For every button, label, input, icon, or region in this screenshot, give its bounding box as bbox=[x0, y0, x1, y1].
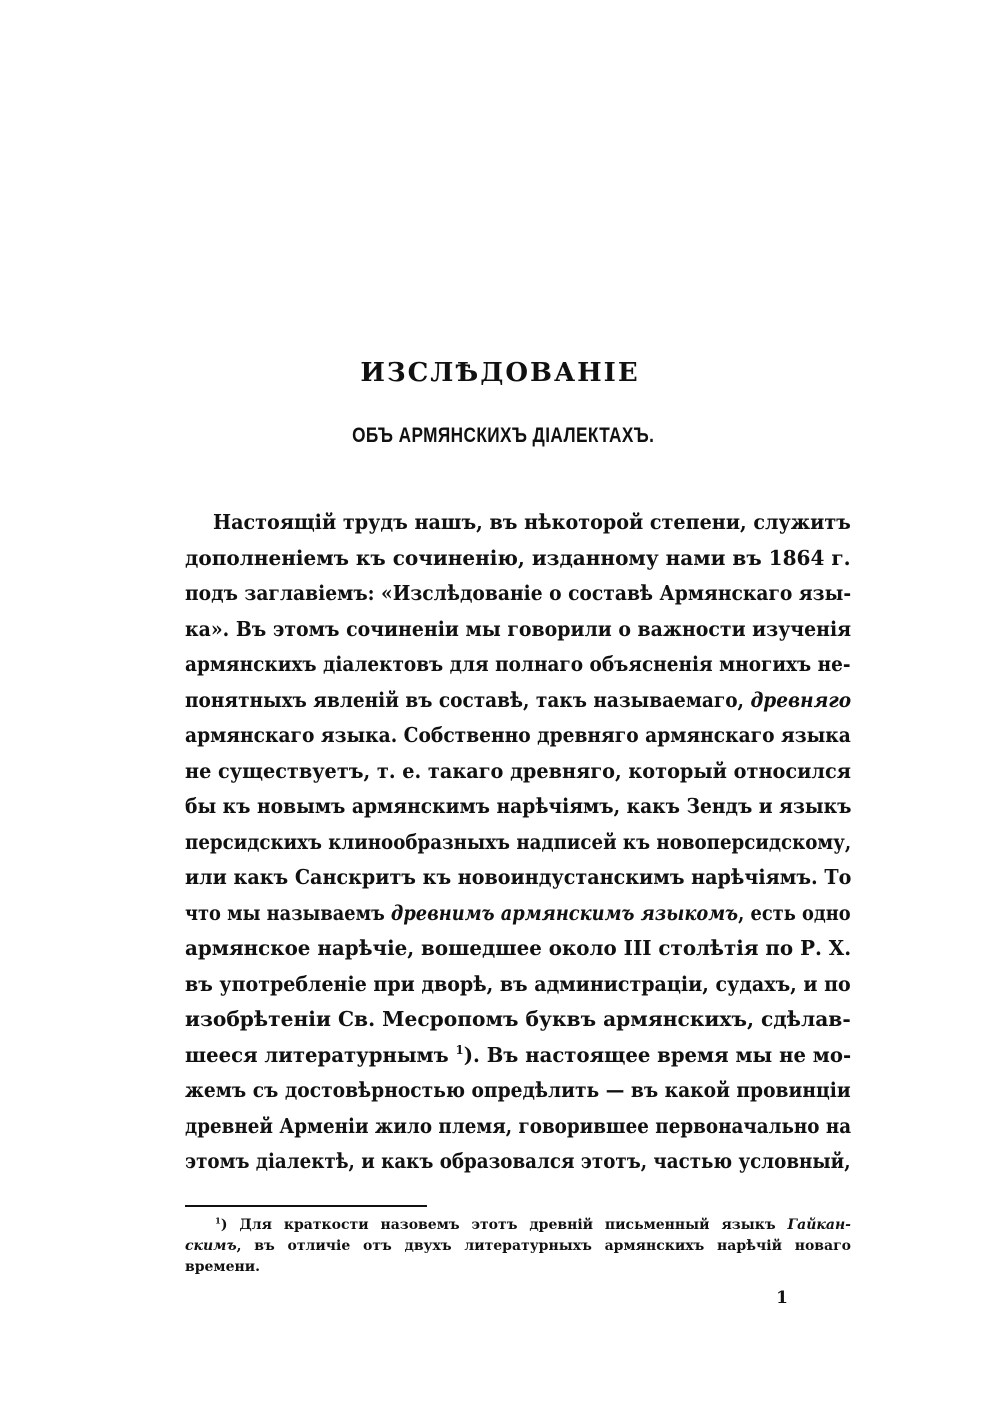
text-line: понятныхъ явленій въ составѣ, такъ называемаго, древняго bbox=[185, 687, 852, 712]
text-line: что мы называемъ древнимъ армянскимъ языкомъ, есть одно bbox=[185, 900, 851, 925]
page-title: ИЗСЛѢДОВАНІЕ bbox=[360, 358, 640, 388]
footnote-reference[interactable]: 1 bbox=[455, 1041, 464, 1057]
footnote-line: скимъ, въ отличіе отъ двухъ литературныхъ армянскихъ нарѣчій новаго bbox=[185, 1238, 851, 1254]
footnote-divider bbox=[185, 1205, 427, 1207]
page-number: 1 bbox=[776, 1288, 788, 1308]
text-line: персидскихъ клинообразныхъ надписей къ новоперсидскому, bbox=[185, 829, 852, 854]
main-text bbox=[185, 505, 851, 1180]
text-line: подъ заглавіемъ: «Изслѣдованіе о составѣ Армянскаго язы- bbox=[185, 581, 852, 605]
italic-term: древняго bbox=[750, 687, 852, 712]
text-line: изобрѣтеніи Св. Месропомъ буквъ армянскихъ, сдѣлав- bbox=[185, 1007, 851, 1031]
footnote-marker: 1 bbox=[215, 1215, 221, 1226]
text-line: шееся литературнымъ $^1$). Въ настоящее время мы не мо- bbox=[185, 1041, 852, 1067]
text-line: этомъ діалектѣ, и какъ образовался этотъ, частью условный, bbox=[185, 1149, 851, 1173]
page-subtitle: ОБЪ АРМЯНСКИХЪ ДІАЛЕКТАХЪ. bbox=[352, 424, 655, 447]
footnote bbox=[185, 1215, 851, 1278]
footnote-line: $^1$) Для краткости назовемъ этотъ древній письменный языкъ Гайкан- bbox=[215, 1215, 851, 1233]
text-line: не существуетъ, т. е. такаго древняго, который относился bbox=[185, 758, 851, 783]
text-line: древней Арменіи жило племя, говорившее первоначально на bbox=[185, 1113, 852, 1138]
text-line: ка». Въ этомъ сочиненіи мы говорили о важности изученія bbox=[185, 616, 852, 641]
text-line: армянскаго языка. Собственно древняго армянскаго языка bbox=[185, 723, 851, 747]
footnote-line: времени. bbox=[185, 1259, 260, 1275]
text-line: или какъ Санскритъ къ новоиндустанскимъ нарѣчіямъ. То bbox=[185, 865, 852, 889]
text-line: бы къ новымъ армянскимъ нарѣчіямъ, какъ Зендъ и языкъ bbox=[185, 794, 852, 818]
text-line: дополненіемъ къ сочиненію, изданному нами въ 1864 г. bbox=[185, 545, 851, 570]
text-line: армянскихъ діалектовъ для полнаго объясненія многихъ не- bbox=[185, 652, 851, 676]
text-line: Настоящій трудъ нашъ, въ нѣкоторой степени, служитъ bbox=[213, 510, 851, 534]
text-line: армянское нарѣчіе, вошедшее около III столѣтія по Р. Х. bbox=[185, 936, 852, 960]
italic-term: древнимъ армянскимъ языкомъ bbox=[390, 900, 739, 925]
text-line: жемъ съ достовѣрностью опредѣлить — въ какой провинціи bbox=[185, 1078, 851, 1102]
text-line: въ употребленіе при дворѣ, въ администраціи, судахъ, и по bbox=[185, 971, 851, 996]
